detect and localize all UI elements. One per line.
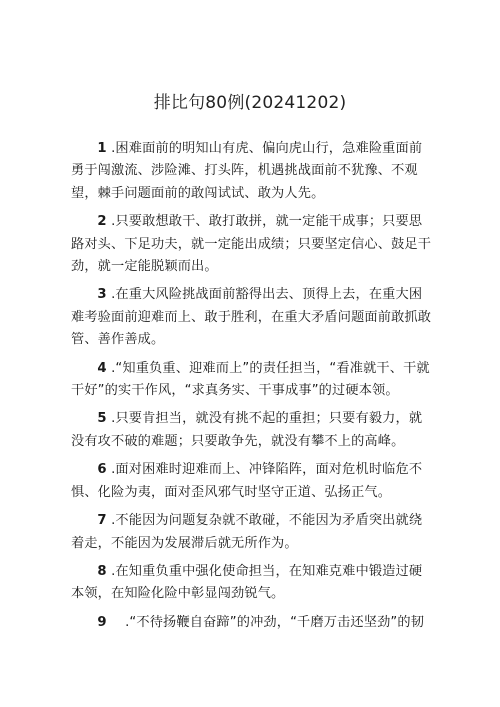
- item-number: 6: [97, 462, 107, 478]
- item-text: .只要敢想敢干、敢打敢拼，就一定能干成事；只要思路对头、下足功夫，就一定能出成绩；只要坚定信心、鼓足干劲，就一定能脱颖而出。: [71, 214, 432, 275]
- item-text: .在重大风险挑战面前豁得出去、顶得上去，在重大困难考验面前迎难而上、敢于胜利，在重大矛盾问题面前敢抓敢管、善作善成。: [71, 287, 432, 348]
- item-text: .不能因为问题复杂就不敢碰，不能因为矛盾突出就绕着走，不能因为发展滞后就无所作为。: [71, 513, 423, 551]
- paragraph-item-8: [71, 561, 433, 606]
- item-number: 1: [97, 141, 107, 156]
- item-number: 8: [97, 563, 107, 579]
- paragraph-item-3: [71, 284, 433, 351]
- item-number: 9: [97, 614, 107, 630]
- item-text: .困难面前的明知山有虎、偏向虎山行，急难险重面前勇于闯激流、涉险滩、打头阵，机遇挑战面前不犹豫、不观望，棘手问题面前的敢闯试试、敢为人先。: [71, 141, 423, 201]
- paragraph-item-1: [71, 138, 433, 205]
- document-title: 排比句80例(20241202): [153, 93, 347, 113]
- item-text: .“不待扬鞭自奋蹄”的冲劲，“千磨万击还坚劲”的韧: [125, 614, 425, 630]
- item-text: .在知重负重中强化使命担当，在知难克难中锻造过硬本领，在知险化险中彰显闯劲锐气。: [71, 563, 423, 602]
- item-number: 3: [97, 287, 107, 303]
- paragraph-item-6: [71, 459, 433, 504]
- paragraph-item-2: [71, 211, 433, 278]
- paragraph-item-5: [71, 408, 433, 453]
- item-number: 4: [97, 360, 107, 376]
- item-number: 5: [97, 411, 107, 427]
- paragraph-item-9: [71, 612, 433, 634]
- item-text: .“知重负重、迎难而上”的责任担当，“看准就干、干就干好”的实干作风，“求真务实、干事成事”的过硬本领。: [71, 360, 430, 399]
- paragraph-item-7: [71, 510, 433, 555]
- paragraph-item-4: [71, 358, 433, 403]
- document-body: [71, 138, 433, 640]
- item-number: 7: [97, 513, 107, 529]
- item-text: .只要肯担当，就没有挑不起的重担；只要有毅力，就没有攻不破的难题；只要敢争先，就没有攀不上的高峰。: [71, 411, 423, 449]
- item-text: .面对困难时迎难而上、冲锋陷阵，面对危机时临危不惧、化险为夷，面对歪风邪气时坚守正道、弘扬正气。: [71, 462, 423, 500]
- item-number: 2: [97, 214, 107, 230]
